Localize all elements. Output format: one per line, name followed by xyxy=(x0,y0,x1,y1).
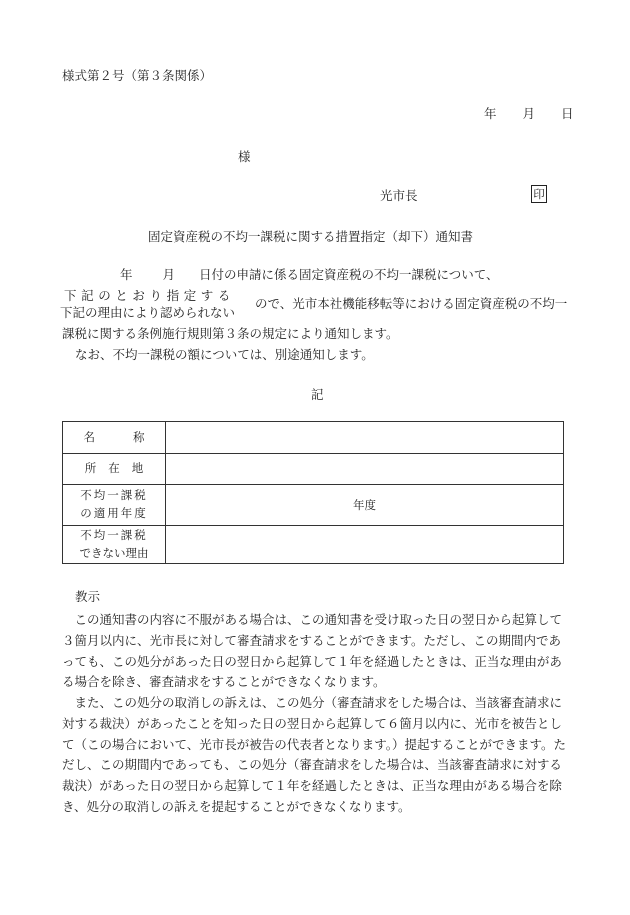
instruction-line: この通知書の内容に不服がある場合は、この通知書を受け取った日の翌日から起算して xyxy=(62,612,563,627)
instructions-paragraph-1 xyxy=(62,610,572,693)
date-line xyxy=(484,106,574,121)
instruction-line: 対する裁決）があったことを知った日の翌日から起算して６箇月以内に、光市を被告とし xyxy=(62,715,562,731)
body-paragraph-1 xyxy=(120,267,499,282)
instruction-line: 裁決）があった日の翌日から起算して１年を経過したときは、正当な理由がある場合を除 xyxy=(62,778,562,794)
instruction-line: っても、この処分があった日の翌日から起算して１年を経過したときは、正当な理由があ xyxy=(62,653,562,669)
form-number: 様式第２号（第３条関係） xyxy=(62,68,213,83)
seal-mark: 印 xyxy=(531,185,547,203)
instruction-line: ３箇月以内に、光市長に対して審査請求をすることができます。ただし、この期間内であ xyxy=(62,632,562,648)
body-paragraph-1-end: 課税に関する条例施行規則第３条の規定により通知します。 xyxy=(62,326,399,341)
date-month-label: 月 xyxy=(522,106,536,121)
ki-heading: 記 xyxy=(311,387,324,402)
row-label-applicable-year: 不均一課税 の適用年度 xyxy=(63,485,166,526)
row-value-reason xyxy=(166,526,564,564)
document-title: 固定資産税の不均一課税に関する措置指定（却下）通知書 xyxy=(148,229,474,244)
addressee-suffix: 様 xyxy=(238,149,251,164)
issuer-name: 光市長 xyxy=(380,188,418,203)
instructions-heading: 教示 xyxy=(75,589,101,604)
instruction-line: て（この場合において、光市長が被告の代表者となります。）提起することができます。た xyxy=(62,736,567,752)
row-value-name xyxy=(166,422,564,454)
row-value-applicable-year: 年度 xyxy=(166,485,564,526)
choice-reject: 下記の理由により認められない xyxy=(60,305,236,320)
choice-designate: 下記のとおり指定する xyxy=(64,288,236,303)
body-paragraph-2: なお、不均一課税の額については、別途通知します。 xyxy=(75,347,374,362)
row-label-reason: 不均一課税 できない理由 xyxy=(63,526,166,564)
instruction-line: き、処分の取消しの訴えを提起することができなくなります。 xyxy=(62,798,411,814)
table-row xyxy=(63,485,564,526)
detail-table xyxy=(62,421,564,564)
instruction-line: る場合を除き、審査請求をすることができなくなります。 xyxy=(62,674,386,690)
row-label-location: 所在地 xyxy=(63,454,166,485)
instruction-line: また、この処分の取消しの訴えは、この処分（審査請求をした場合は、当該審査請求に xyxy=(62,695,563,710)
table-row xyxy=(63,454,564,485)
p1-month-label: 月 xyxy=(162,267,176,282)
instruction-line: だし、この期間内であっても、この処分（審査請求をした場合は、当該審査請求に対する xyxy=(62,757,562,773)
p1-text: 日付の申請に係る固定資産税の不均一課税について、 xyxy=(199,267,499,282)
table-row xyxy=(63,422,564,454)
date-day-label: 日 xyxy=(561,106,574,121)
row-value-location xyxy=(166,454,564,485)
row-label-name: 名称 xyxy=(63,422,166,454)
body-paragraph-1-continued: ので、光市本社機能移転等における固定資産税の不均一 xyxy=(255,296,568,311)
date-year-label: 年 xyxy=(484,106,497,121)
p1-year-label: 年 xyxy=(120,267,133,282)
table-row xyxy=(63,526,564,564)
instructions-paragraph-2 xyxy=(62,693,572,818)
